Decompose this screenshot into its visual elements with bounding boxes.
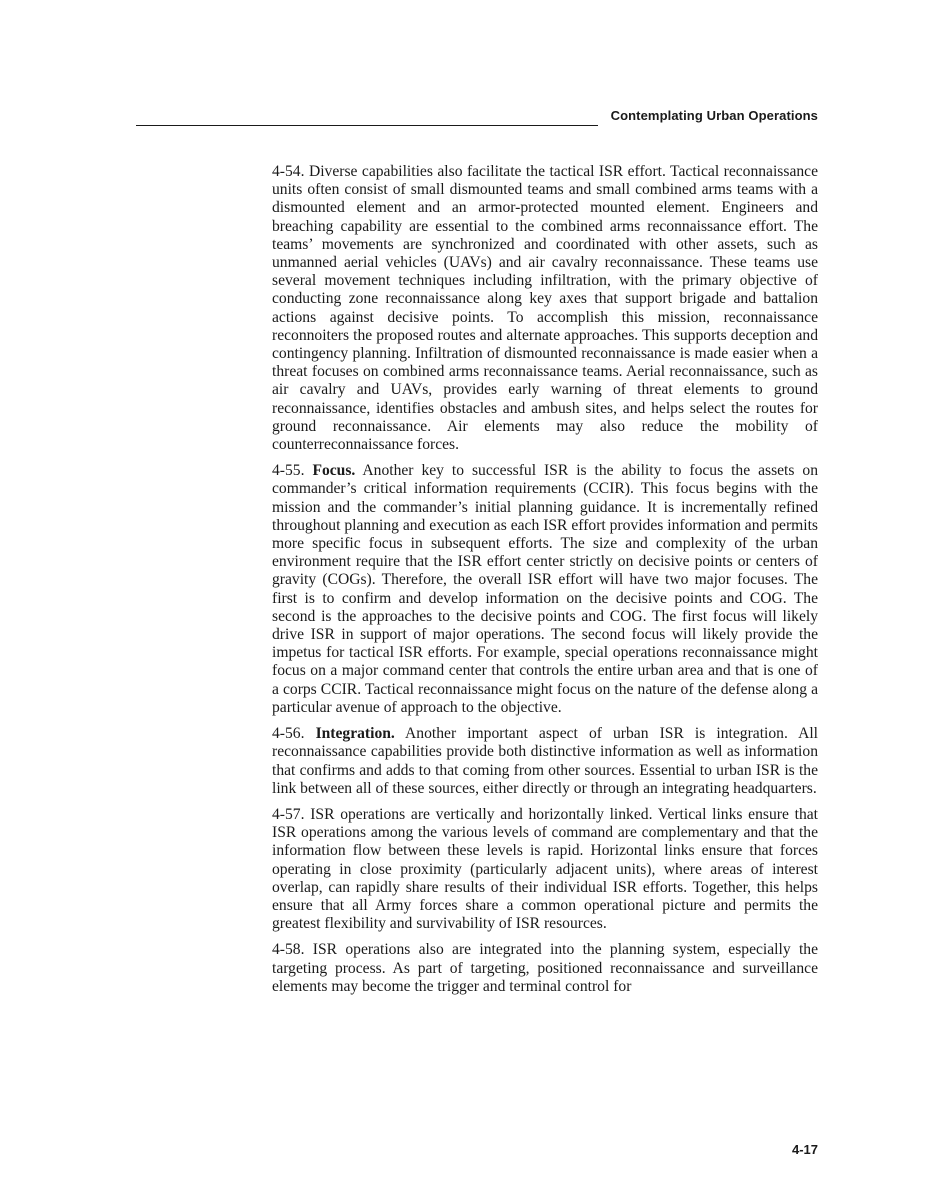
paragraph-4-57 — [272, 806, 818, 933]
paragraph-text: Another key to successful ISR is the ability to focus the assets on commander’s critical information requirements (CCIR). This focus begins with the mission and the commander’s initial planning guidance. It is incrementally refined throughout planning and execution as each ISR effort provides information and permits more specific focus in subsequent efforts. The size and complexity of the urban environment require that the ISR effort center strictly on decisive points or centers of gravity (COGs). Therefore, the overall ISR effort will have two major focuses. The first is to confirm and develop information on the decisive points and COG. The second is the approaches to the decisive points and COG. The first focus will likely drive ISR in support of major operations. The second focus will likely provide the impetus for tactical ISR efforts. For example, special operations reconnaissance might focus on a major command center that controls the entire urban area and that is one of a corps CCIR. Tactical reconnaissance might focus on the nature of the defense along a particular avenue of approach to the objective. — [272, 462, 818, 716]
paragraph-heading-focus: Focus. — [312, 462, 356, 480]
paragraph-text: ISR operations are vertically and horizontally linked. Vertical links ensure that ISR operations among the various levels of command are complementary and that the information flow between these levels is rapid. Horizontal links ensure that forces operating in close proximity (particularly adjacent units), where areas of interest overlap, can rapidly share results of their individual ISR efforts. Together, this helps ensure that all Army forces share a common operational picture and permits the greatest flexibility and survivability of ISR resources. — [272, 805, 818, 933]
paragraph-4-55 — [272, 462, 818, 717]
paragraph-text: Diverse capabilities also facilitate the tactical ISR effort. Tactical reconnaissance units often consist of small dismounted teams and small combined arms teams with a dismounted element and an armor-protected mounted element. Engineers and breaching capability are essential to the combined arms reconnaissance effort. The teams’ movements are synchronized and coordinated with other assets, such as unmanned aerial vehicles (UAVs) and air cavalry reconnaissance. These teams use several movement techniques including infiltration, with the primary objective of conducting zone reconnaissance along key axes that support brigade and battalion actions against decisive points. To accomplish this mission, reconnaissance reconnoiters the proposed routes and alternate approaches. This supports deception and contingency planning. Infiltration of dismounted reconnaissance is made easier when a threat focuses on combined arms reconnaissance teams. Aerial reconnaissance, such as air cavalry and UAVs, provides early warning of threat elements to ground reconnaissance, identifies obstacles and ambush sites, and helps select the routes for ground reconnaissance. Air elements may also reduce the mobility of counterreconnaissance forces. — [272, 163, 818, 454]
paragraph-4-56 — [272, 725, 818, 798]
paragraph-number: 4-58. — [272, 941, 305, 959]
paragraph-heading-integration: Integration. — [315, 725, 395, 743]
paragraph-text: Another important aspect of urban ISR is integration. All reconnaissance capabilities provide both distinctive information as well as information that confirms and adds to that coming from other sources. Essential to urban ISR is the link between all of these sources, either directly or through an integrating headquarters. — [272, 725, 818, 797]
body-text — [272, 163, 818, 1004]
running-header — [136, 106, 818, 126]
paragraph-number: 4-55. — [272, 462, 305, 480]
page-number: 4-17 — [791, 1142, 818, 1157]
paragraph-number: 4-54. — [272, 163, 305, 180]
header-title: Contemplating Urban Operations — [610, 108, 818, 123]
paragraph-number: 4-57. — [272, 805, 305, 823]
paragraph-number: 4-56. — [272, 725, 305, 743]
paragraph-text: ISR operations also are integrated into the planning system, especially the targeting process. As part of targeting, positioned reconnaissance and surveillance elements may become the trigger and terminal control for — [272, 941, 818, 995]
header-rule — [136, 125, 598, 126]
paragraph-4-54 — [272, 163, 818, 454]
paragraph-4-58 — [272, 941, 818, 996]
